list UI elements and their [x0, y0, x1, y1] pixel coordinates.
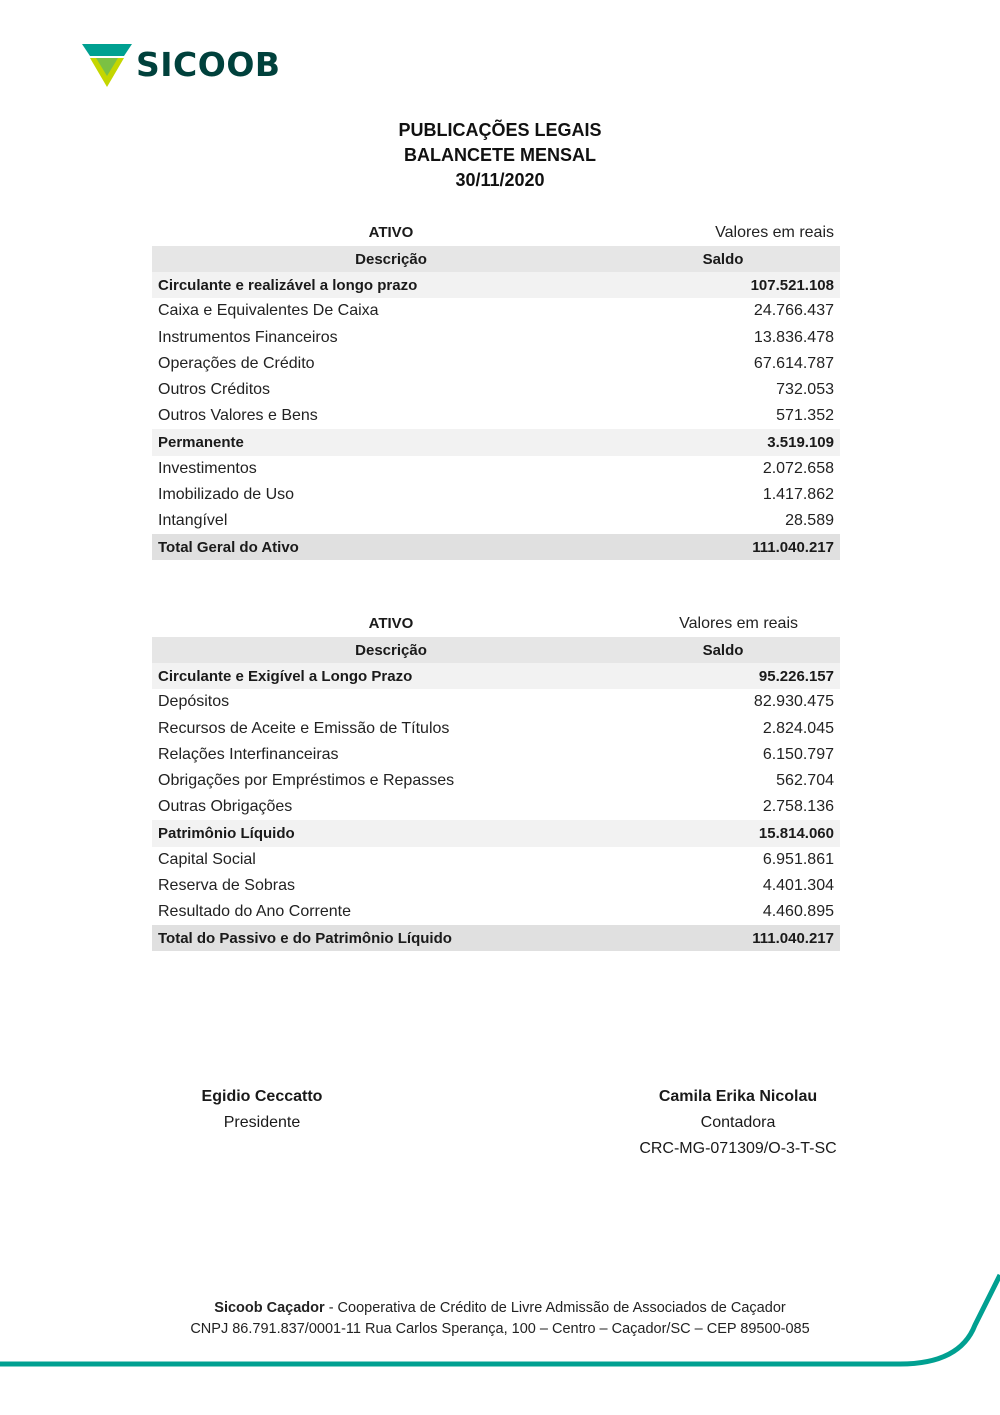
- group-row: [152, 272, 840, 298]
- row-description: Instrumentos Financeiros: [158, 328, 338, 346]
- sicoob-logo-icon: [82, 42, 132, 88]
- row-description: Permanente: [158, 433, 244, 451]
- balance-table-ativo: [152, 220, 840, 560]
- row-description: Total do Passivo e do Patrimônio Líquido: [158, 929, 452, 947]
- sicoob-logo: [82, 42, 281, 88]
- footer-swoosh: [0, 1265, 1000, 1375]
- row-saldo: 2.824.045: [762, 719, 834, 737]
- row-saldo: 107.521.108: [750, 276, 834, 294]
- table-rows: [152, 663, 840, 951]
- units-label: Valores em reais: [715, 224, 834, 241]
- balance-table-passivo: [152, 611, 840, 951]
- row-description: Total Geral do Ativo: [158, 538, 299, 556]
- column-header-saldo: Saldo: [702, 250, 744, 268]
- row-saldo: 4.460.895: [762, 902, 834, 920]
- table-row: [152, 508, 840, 534]
- row-saldo: 571.352: [776, 407, 834, 425]
- signature-president: [172, 1084, 352, 1136]
- table-row: [152, 899, 840, 925]
- row-saldo: 67.614.787: [753, 354, 834, 372]
- table-row: [152, 456, 840, 482]
- row-saldo: 82.930.475: [753, 693, 834, 711]
- row-description: Resultado do Ano Corrente: [158, 902, 352, 920]
- row-description: Obrigações por Empréstimos e Repasses: [158, 772, 455, 790]
- table-row: [152, 794, 840, 820]
- title-date: 30/11/2020: [455, 170, 545, 190]
- total-row: [152, 534, 840, 560]
- table-row: [152, 377, 840, 403]
- brand-name: SICOOB: [136, 45, 281, 84]
- units-label: Valores em reais: [679, 615, 798, 632]
- signer-registration: CRC-MG-071309/O-3-T-SC: [639, 1140, 837, 1157]
- title-line-1: PUBLICAÇÕES LEGAIS: [398, 120, 602, 140]
- table-row: [152, 403, 840, 429]
- row-saldo: 3.519.109: [767, 433, 834, 451]
- row-saldo: 111.040.217: [752, 538, 834, 556]
- section-title: ATIVO: [368, 615, 414, 632]
- footer-org: Sicoob Caçador: [214, 1300, 325, 1316]
- row-description: Caixa e Equivalentes De Caixa: [158, 302, 379, 320]
- signer-name: Camila Erika Nicolau: [658, 1088, 818, 1105]
- row-description: Circulante e realizável a longo prazo: [158, 276, 418, 294]
- table-rows: [152, 272, 840, 560]
- table-row: [152, 689, 840, 715]
- total-row: [152, 925, 840, 951]
- row-description: Outros Valores e Bens: [158, 407, 318, 425]
- row-description: Intangível: [158, 511, 228, 529]
- row-saldo: 24.766.437: [753, 302, 834, 320]
- row-saldo: 13.836.478: [753, 328, 834, 346]
- group-row: [152, 820, 840, 846]
- row-saldo: 4.401.304: [762, 876, 834, 894]
- column-header-saldo: Saldo: [702, 641, 744, 659]
- signer-name: Egidio Ceccatto: [201, 1088, 323, 1105]
- row-description: Outras Obrigações: [158, 798, 293, 816]
- footer-org-desc: - Cooperativa de Crédito de Livre Admissão de Associados de Caçador: [324, 1300, 786, 1316]
- row-saldo: 1.417.862: [762, 485, 834, 503]
- row-description: Investimentos: [158, 459, 257, 477]
- row-saldo: 6.951.861: [762, 850, 834, 868]
- row-saldo: 6.150.797: [762, 745, 834, 763]
- row-saldo: 2.758.136: [762, 798, 834, 816]
- row-saldo: 2.072.658: [762, 459, 834, 477]
- table-row: [152, 847, 840, 873]
- row-saldo: 28.589: [785, 511, 834, 529]
- row-description: Operações de Crédito: [158, 354, 315, 372]
- signer-role: Presidente: [223, 1114, 301, 1131]
- row-saldo: 95.226.157: [758, 667, 834, 685]
- table-row: [152, 351, 840, 377]
- column-header-descricao: Descrição: [355, 250, 427, 268]
- signature-accountant: [628, 1084, 848, 1162]
- table-row: [152, 742, 840, 768]
- section-title: ATIVO: [368, 224, 414, 241]
- column-header-descricao: Descrição: [355, 641, 427, 659]
- row-description: Depósitos: [158, 693, 230, 711]
- table-header: [152, 637, 840, 663]
- row-description: Capital Social: [158, 850, 256, 868]
- row-saldo: 111.040.217: [752, 929, 834, 947]
- row-saldo: 562.704: [776, 772, 834, 790]
- row-description: Outros Créditos: [158, 381, 271, 399]
- table-row: [152, 768, 840, 794]
- row-description: Circulante e Exigível a Longo Prazo: [158, 667, 413, 685]
- table-row: [152, 482, 840, 508]
- table-header: [152, 246, 840, 272]
- signer-role: Contadora: [700, 1114, 776, 1131]
- title-line-2: BALANCETE MENSAL: [404, 145, 596, 165]
- row-description: Recursos de Aceite e Emissão de Títulos: [158, 719, 450, 737]
- group-row: [152, 663, 840, 689]
- row-saldo: 15.814.060: [758, 824, 834, 842]
- document-title: [0, 118, 1000, 193]
- table-row: [152, 873, 840, 899]
- row-description: Reserva de Sobras: [158, 876, 295, 894]
- row-description: Patrimônio Líquido: [158, 824, 295, 842]
- table-row: [152, 298, 840, 324]
- table-row: [152, 325, 840, 351]
- row-saldo: 732.053: [776, 381, 834, 399]
- row-description: Relações Interfinanceiras: [158, 745, 339, 763]
- row-description: Imobilizado de Uso: [158, 485, 295, 503]
- table-row: [152, 716, 840, 742]
- footer-address: CNPJ 86.791.837/0001-11 Rua Carlos Sperança, 100 – Centro – Caçador/SC – CEP 89500-085: [190, 1321, 810, 1337]
- group-row: [152, 429, 840, 455]
